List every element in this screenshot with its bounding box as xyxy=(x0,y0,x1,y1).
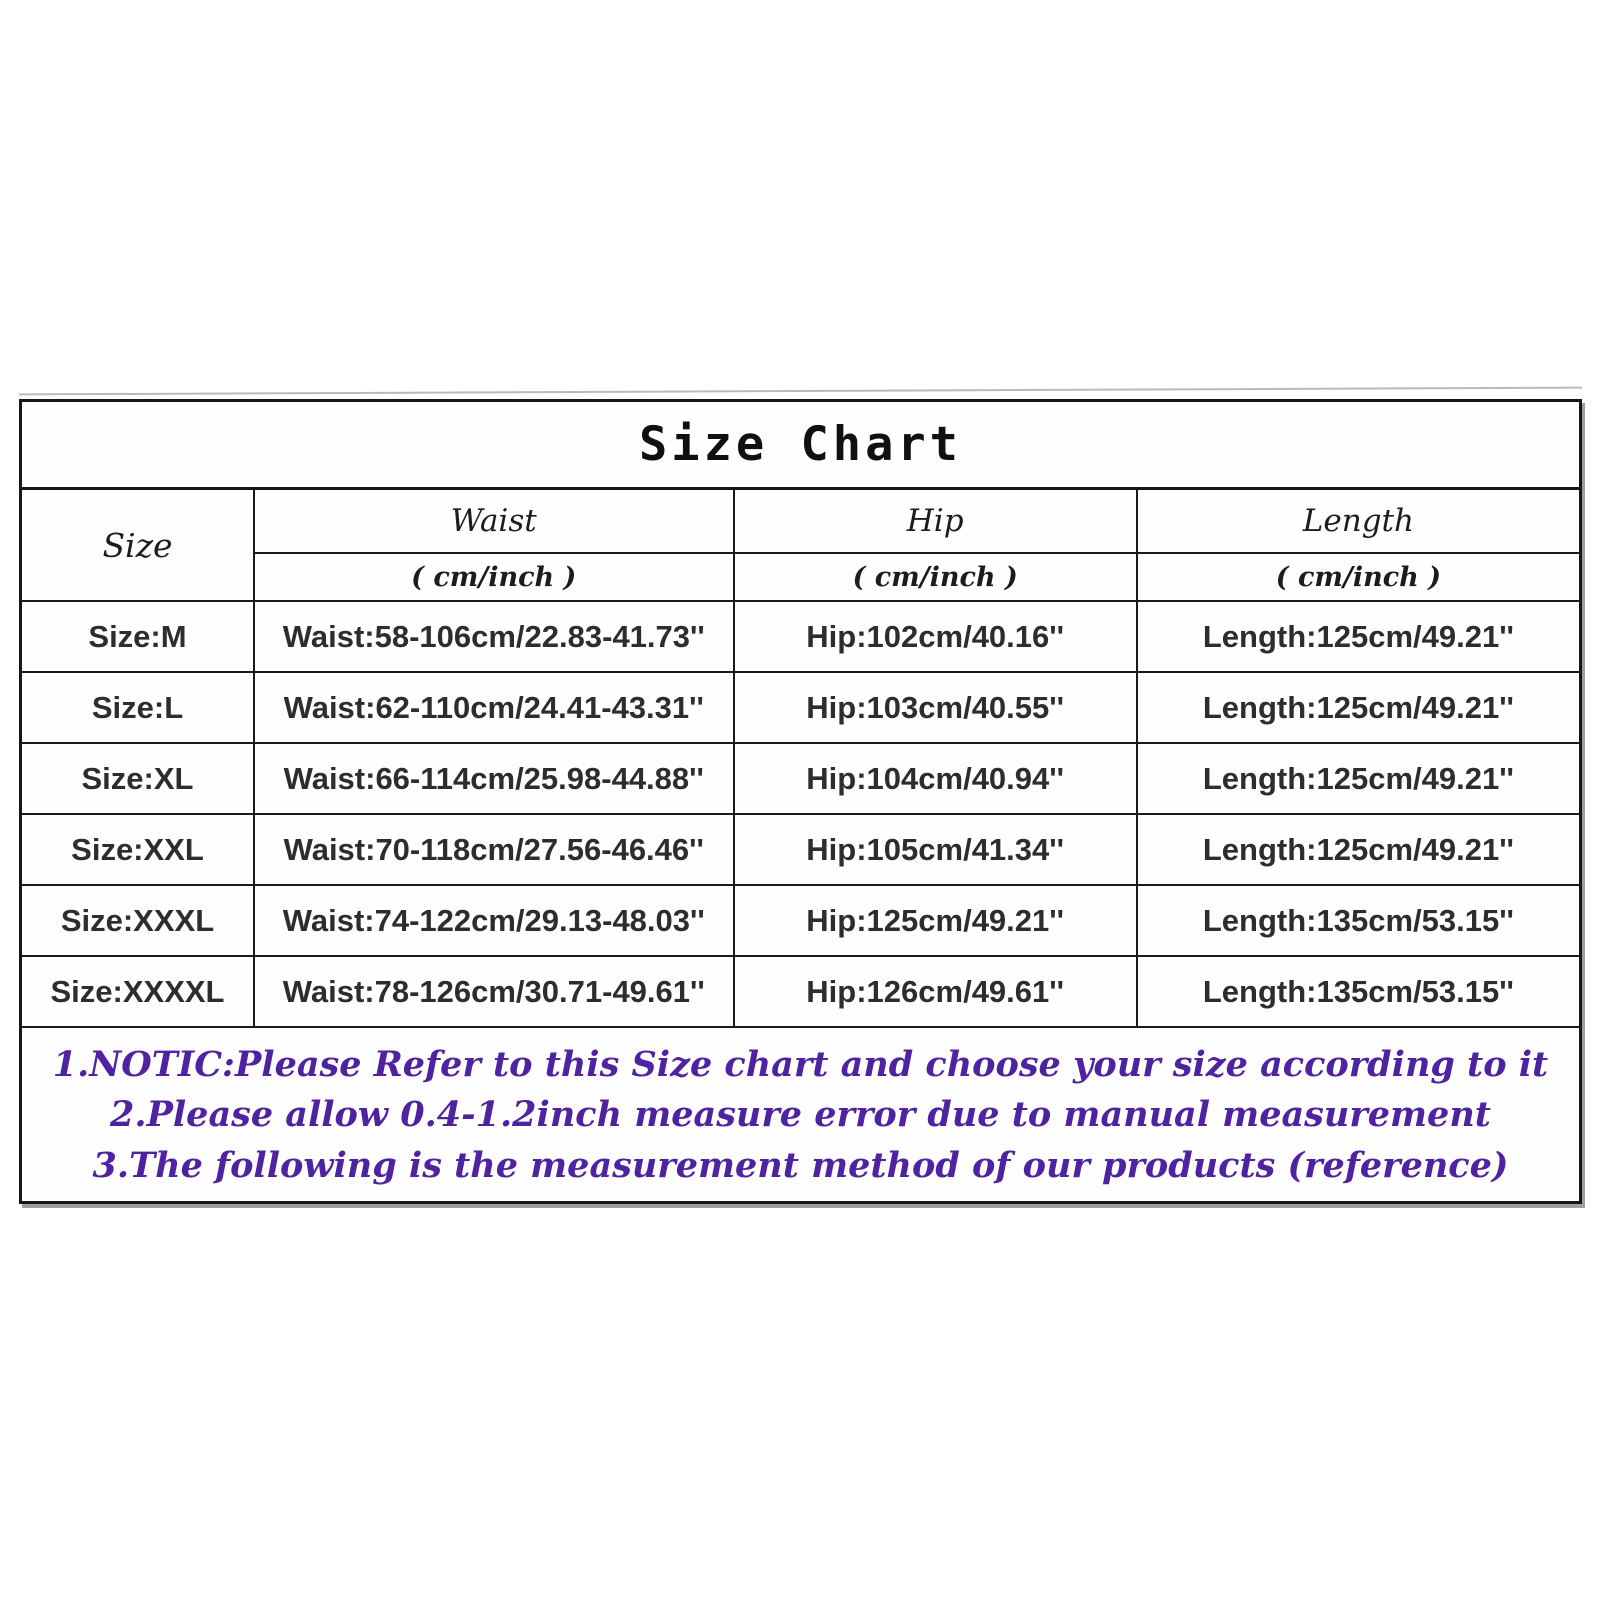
table-row-xxxxl xyxy=(22,956,1579,1026)
table-row-l xyxy=(22,672,1579,743)
notice-line-2: 2.Please allow 0.4-1.2inch measure error due to manual measurement xyxy=(110,1094,1491,1135)
table-row-xxxl xyxy=(22,885,1579,956)
length-cell: Length:125cm/49.21'' xyxy=(1137,814,1579,885)
waist-cell: Waist:66-114cm/25.98-44.88'' xyxy=(254,743,734,814)
header-waist: Waist xyxy=(254,490,734,553)
header-size: Size xyxy=(22,490,254,601)
notice-line-3: 3.The following is the measurement method of our products (reference) xyxy=(92,1144,1509,1186)
hip-cell: Hip:105cm/41.34'' xyxy=(734,814,1137,885)
length-cell: Length:135cm/53.15'' xyxy=(1137,956,1579,1026)
size-chart-panel xyxy=(19,399,1582,1204)
size-chart-title: Size Chart xyxy=(639,417,962,472)
table-row-xxl xyxy=(22,814,1579,885)
table-row-m xyxy=(22,601,1579,672)
hip-cell: Hip:103cm/40.55'' xyxy=(734,672,1137,743)
size-cell: Size:XXXL xyxy=(22,885,254,956)
notice-section xyxy=(22,1026,1579,1201)
header-waist-unit: ( cm/inch ) xyxy=(254,553,734,601)
size-table xyxy=(22,490,1579,1026)
waist-cell: Waist:78-126cm/30.71-49.61'' xyxy=(254,956,734,1026)
header-hip-unit: ( cm/inch ) xyxy=(734,553,1137,601)
hip-cell: Hip:104cm/40.94'' xyxy=(734,743,1137,814)
size-cell: Size:XL xyxy=(22,743,254,814)
hip-cell: Hip:125cm/49.21'' xyxy=(734,885,1137,956)
header-length-unit: ( cm/inch ) xyxy=(1137,553,1579,601)
waist-cell: Waist:74-122cm/29.13-48.03'' xyxy=(254,885,734,956)
size-cell: Size:XXXXL xyxy=(22,956,254,1026)
header-hip: Hip xyxy=(734,490,1137,553)
hip-cell: Hip:126cm/49.61'' xyxy=(734,956,1137,1026)
header-row-labels xyxy=(22,490,1579,553)
table-row-xl xyxy=(22,743,1579,814)
length-cell: Length:125cm/49.21'' xyxy=(1137,601,1579,672)
size-cell: Size:M xyxy=(22,601,254,672)
waist-cell: Waist:70-118cm/27.56-46.46'' xyxy=(254,814,734,885)
size-chart-title-row xyxy=(22,402,1579,490)
length-cell: Length:125cm/49.21'' xyxy=(1137,672,1579,743)
hip-cell: Hip:102cm/40.16'' xyxy=(734,601,1137,672)
length-cell: Length:125cm/49.21'' xyxy=(1137,743,1579,814)
header-length: Length xyxy=(1137,490,1579,553)
waist-cell: Waist:62-110cm/24.41-43.31'' xyxy=(254,672,734,743)
size-cell: Size:XXL xyxy=(22,814,254,885)
header-row-units xyxy=(22,553,1579,601)
size-cell: Size:L xyxy=(22,672,254,743)
waist-cell: Waist:58-106cm/22.83-41.73'' xyxy=(254,601,734,672)
notice-line-1: 1.NOTIC:Please Refer to this Size chart and choose your size according to it xyxy=(52,1043,1549,1085)
length-cell: Length:135cm/53.15'' xyxy=(1137,885,1579,956)
